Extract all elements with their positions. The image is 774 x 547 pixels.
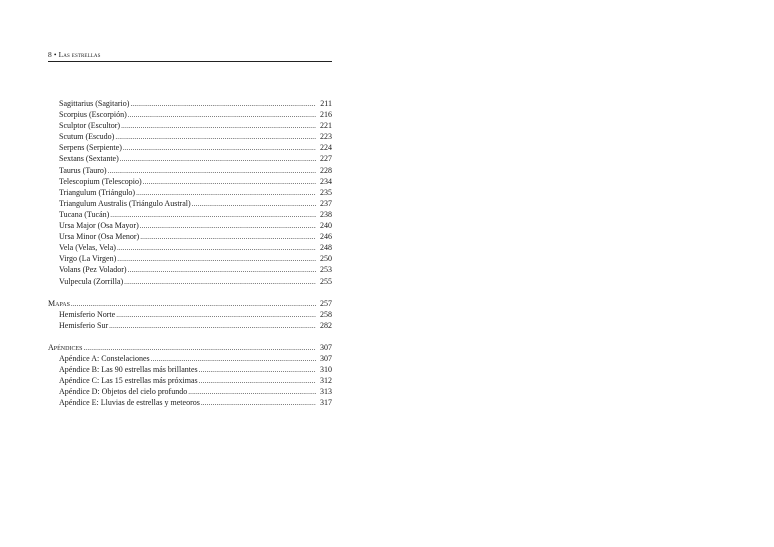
toc-entry-label: Scorpius (Escorpión) [59, 110, 127, 120]
dot-leader [121, 121, 316, 132]
dot-leader [124, 277, 316, 288]
toc-entry [48, 386, 332, 397]
toc-entry-page: 253 [320, 265, 332, 275]
toc-entry [48, 153, 332, 164]
toc-section-mapas [48, 298, 332, 309]
toc-entry [48, 309, 332, 320]
toc-entry-label: Ursa Major (Osa Mayor) [59, 221, 139, 231]
toc-entry-label: Telescopium (Telescopio) [59, 176, 142, 186]
toc-entry-label: Apéndice B: Las 90 estrellas más brillantes [59, 365, 198, 375]
toc-entry [48, 176, 332, 187]
toc-entry-label: Tucana (Tucán) [59, 209, 110, 219]
toc-entry-page: 224 [320, 143, 332, 153]
toc-entry-label: Sculptor (Escultor) [59, 121, 121, 131]
toc-entry-page: 246 [320, 232, 332, 242]
toc-entry-page: 307 [320, 353, 332, 363]
toc-entry [48, 320, 332, 331]
running-head [48, 50, 332, 59]
toc-entry-page: 237 [320, 198, 332, 208]
toc-entry-page: 313 [320, 387, 332, 397]
toc-entry-label: Ursa Minor (Osa Menor) [59, 232, 140, 242]
dot-leader [120, 154, 316, 165]
toc-entry-page: 248 [320, 243, 332, 253]
dot-leader [116, 310, 316, 321]
toc-entry [48, 142, 332, 153]
toc-entry-page: 227 [320, 154, 332, 164]
toc-entry [48, 253, 332, 264]
toc-section-page: 307 [320, 342, 332, 352]
toc-entry-label: Virgo (La Virgen) [59, 254, 117, 264]
toc-entry-page: 235 [320, 187, 332, 197]
toc-entry [48, 165, 332, 176]
toc-entry [48, 353, 332, 364]
toc-entry-label: Serpens (Serpiente) [59, 143, 122, 153]
dot-leader [188, 387, 316, 398]
toc-entry-label: Apéndice A: Constelaciones [59, 353, 150, 363]
dot-leader [192, 199, 316, 210]
separator-bullet: • [53, 50, 57, 59]
toc-entry-page: 221 [320, 121, 332, 131]
toc-entry-page: 258 [320, 309, 332, 319]
toc-entry [48, 375, 332, 386]
toc-section-label: Apéndices [48, 342, 83, 352]
dot-leader [110, 210, 316, 221]
toc-entry-page: 317 [320, 398, 332, 408]
dot-leader [130, 99, 316, 110]
toc-entry-page: 282 [320, 320, 332, 330]
dot-leader [128, 265, 316, 276]
toc-entry-label: Hemisferio Norte [59, 309, 116, 319]
toc-entry [48, 231, 332, 242]
toc-entry-label: Sextans (Sextante) [59, 154, 119, 164]
toc-entry-page: 250 [320, 254, 332, 264]
toc-entry-page: 216 [320, 110, 332, 120]
toc-entry-page: 228 [320, 165, 332, 175]
toc-entry-label: Apéndice C: Las 15 estrellas más próximas [59, 376, 198, 386]
toc-entry [48, 220, 332, 231]
dot-leader [140, 221, 316, 232]
header-rule [48, 61, 332, 62]
toc-section-apendices [48, 342, 332, 353]
toc-entry-label: Taurus (Tauro) [59, 165, 107, 175]
dot-leader [109, 321, 316, 332]
toc-entry [48, 242, 332, 253]
toc-entry-label: Scutum (Escudo) [59, 132, 115, 142]
dot-leader [143, 177, 316, 188]
toc-entry-page: 240 [320, 221, 332, 231]
dot-leader [117, 254, 316, 265]
toc-entry-page: 310 [320, 365, 332, 375]
running-head-title: Las estrellas [58, 50, 101, 59]
toc-entry [48, 264, 332, 275]
toc-entry [48, 131, 332, 142]
dot-leader [128, 110, 316, 121]
table-of-contents [48, 98, 332, 408]
toc-entry-label: Sagittarius (Sagitario) [59, 99, 130, 108]
toc-section-label: Mapas [48, 298, 70, 308]
toc-entry-page: 211 [320, 99, 332, 108]
toc-entry [48, 187, 332, 198]
dot-leader [123, 143, 316, 154]
toc-entry [48, 364, 332, 375]
toc-entry-page: 312 [320, 376, 332, 386]
toc-entry-page: 238 [320, 209, 332, 219]
toc-entry-label: Apéndice D: Objetos del cielo profundo [59, 387, 188, 397]
toc-entry [48, 198, 332, 209]
toc-entry [48, 209, 332, 220]
toc-entry-page: 223 [320, 132, 332, 142]
toc-entry-label: Triangulum (Triángulo) [59, 187, 136, 197]
dot-leader [201, 398, 316, 409]
toc-entry [48, 98, 332, 109]
toc-entry [48, 109, 332, 120]
toc-entry-label: Triangulum Australis (Triángulo Austral) [59, 198, 191, 208]
toc-entry-label: Apéndice E: Lluvias de estrellas y meteoros [59, 398, 200, 408]
toc-entry [48, 276, 332, 287]
dot-leader [117, 243, 316, 254]
toc-entry-page: 234 [320, 176, 332, 186]
page-number: 8 [48, 50, 52, 59]
dot-leader [140, 232, 316, 243]
section-spacer [48, 331, 332, 342]
dot-leader [199, 376, 316, 387]
toc-entry-label: Volans (Pez Volador) [59, 265, 127, 275]
toc-entry-label: Vela (Velas, Vela) [59, 243, 116, 253]
toc-entry [48, 397, 332, 408]
toc-entry-label: Vulpecula (Zorrilla) [59, 276, 124, 286]
dot-leader [115, 132, 316, 143]
toc-entry [48, 120, 332, 131]
toc-entry-page: 255 [320, 276, 332, 286]
toc-section-page: 257 [320, 298, 332, 308]
dot-leader [199, 365, 316, 376]
section-spacer [48, 287, 332, 298]
toc-entry-label: Hemisferio Sur [59, 320, 109, 330]
